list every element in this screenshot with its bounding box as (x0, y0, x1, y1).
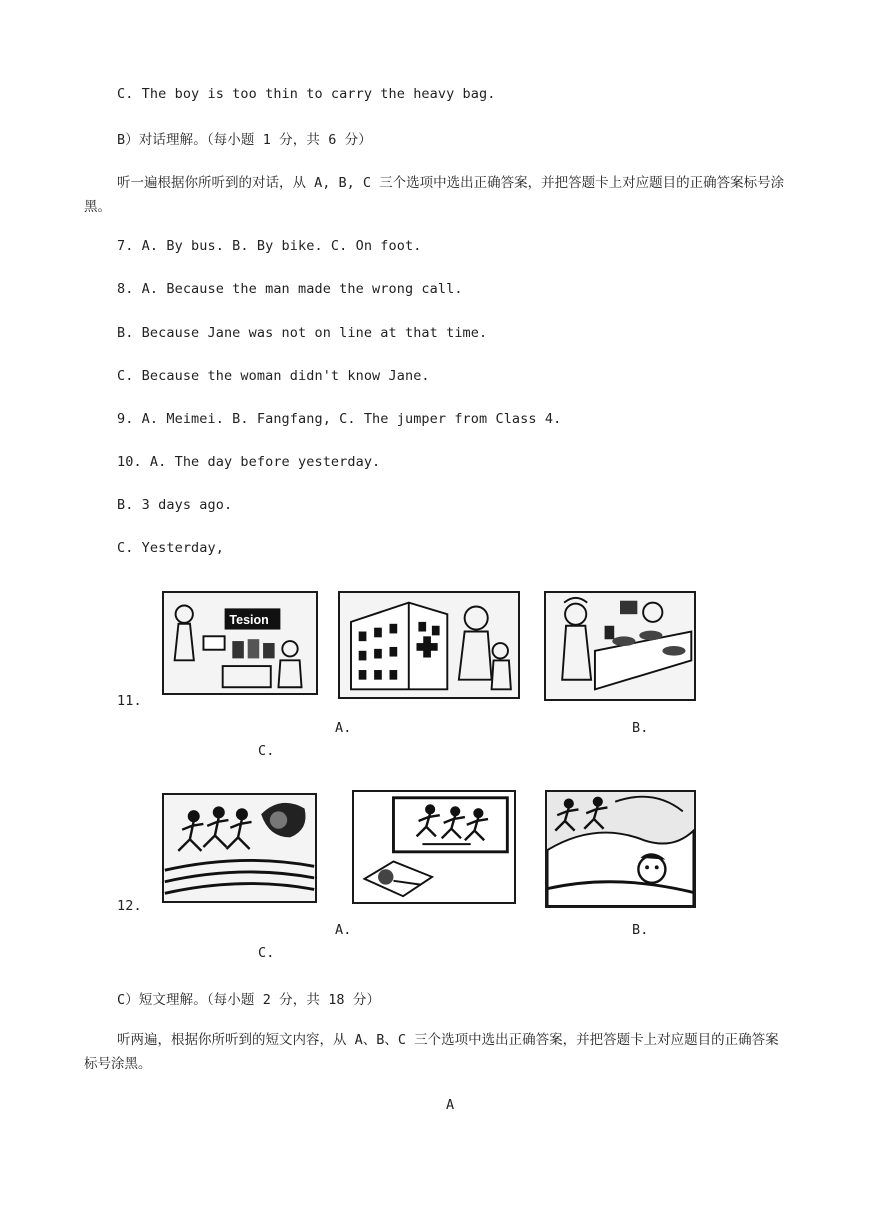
q12-label-b: B. (632, 922, 649, 938)
kitchen-icon (546, 593, 694, 699)
q11-label-b: B. (632, 720, 649, 736)
q11-picture-kitchen (544, 591, 696, 701)
shop-sign: Tesion (229, 612, 269, 627)
section-b-heading: B）对话理解。（每小题 1 分，共 6 分） (117, 132, 372, 148)
option-c-line: C. The boy is too thin to carry the heavy bag. (117, 86, 496, 102)
q11-label-a: A. (335, 720, 352, 736)
runners-icon (164, 795, 315, 901)
question-10-option-b: B. 3 days ago. (117, 497, 233, 513)
dream-icon (547, 792, 694, 906)
q11-label-c: C. (258, 743, 275, 759)
question-7: 7. A. By bus. B. By bike. C. On foot. (117, 238, 422, 254)
section-b-instructions: 听一遍根据你所听到的对话，从 A, B, C 三个选项中选出正确答案，并把答题卡上对应题目的正确答案标号涂黑。 (84, 175, 785, 215)
q12-picture-runners (162, 793, 317, 903)
q12-picture-tv (352, 790, 516, 904)
q12-picture-dream (545, 790, 696, 908)
question-10-option-c: C. Yesterday, (117, 540, 224, 556)
question-8-option-b: B. Because Jane was not on line at that time. (117, 325, 488, 341)
hospital-icon (340, 593, 518, 697)
tv-icon (354, 792, 514, 902)
passage-a-label: A (446, 1097, 455, 1113)
question-8-option-c: C. Because the woman didn't know Jane. (117, 368, 430, 384)
question-12-number: 12. (117, 898, 142, 914)
q12-label-c: C. (258, 945, 275, 961)
question-11-number: 11. (117, 693, 142, 709)
shop-scene-icon (164, 593, 316, 693)
question-8-option-a: 8. A. Because the man made the wrong call. (117, 281, 463, 297)
q11-picture-shop (162, 591, 318, 695)
q12-label-a: A. (335, 922, 352, 938)
section-c-heading: C）短文理解。（每小题 2 分，共 18 分） (117, 992, 381, 1008)
section-c-instructions: 听两遍，根据你所听到的短文内容，从 A、B、C 三个选项中选出正确答案，并把答题卡上对应题目的正确答案标号涂黑。 (84, 1032, 779, 1072)
question-10-option-a: 10. A. The day before yesterday. (117, 454, 381, 470)
q11-picture-hospital (338, 591, 520, 699)
question-9: 9. A. Meimei. B. Fangfang, C. The jumper from Class 4. (117, 411, 562, 427)
